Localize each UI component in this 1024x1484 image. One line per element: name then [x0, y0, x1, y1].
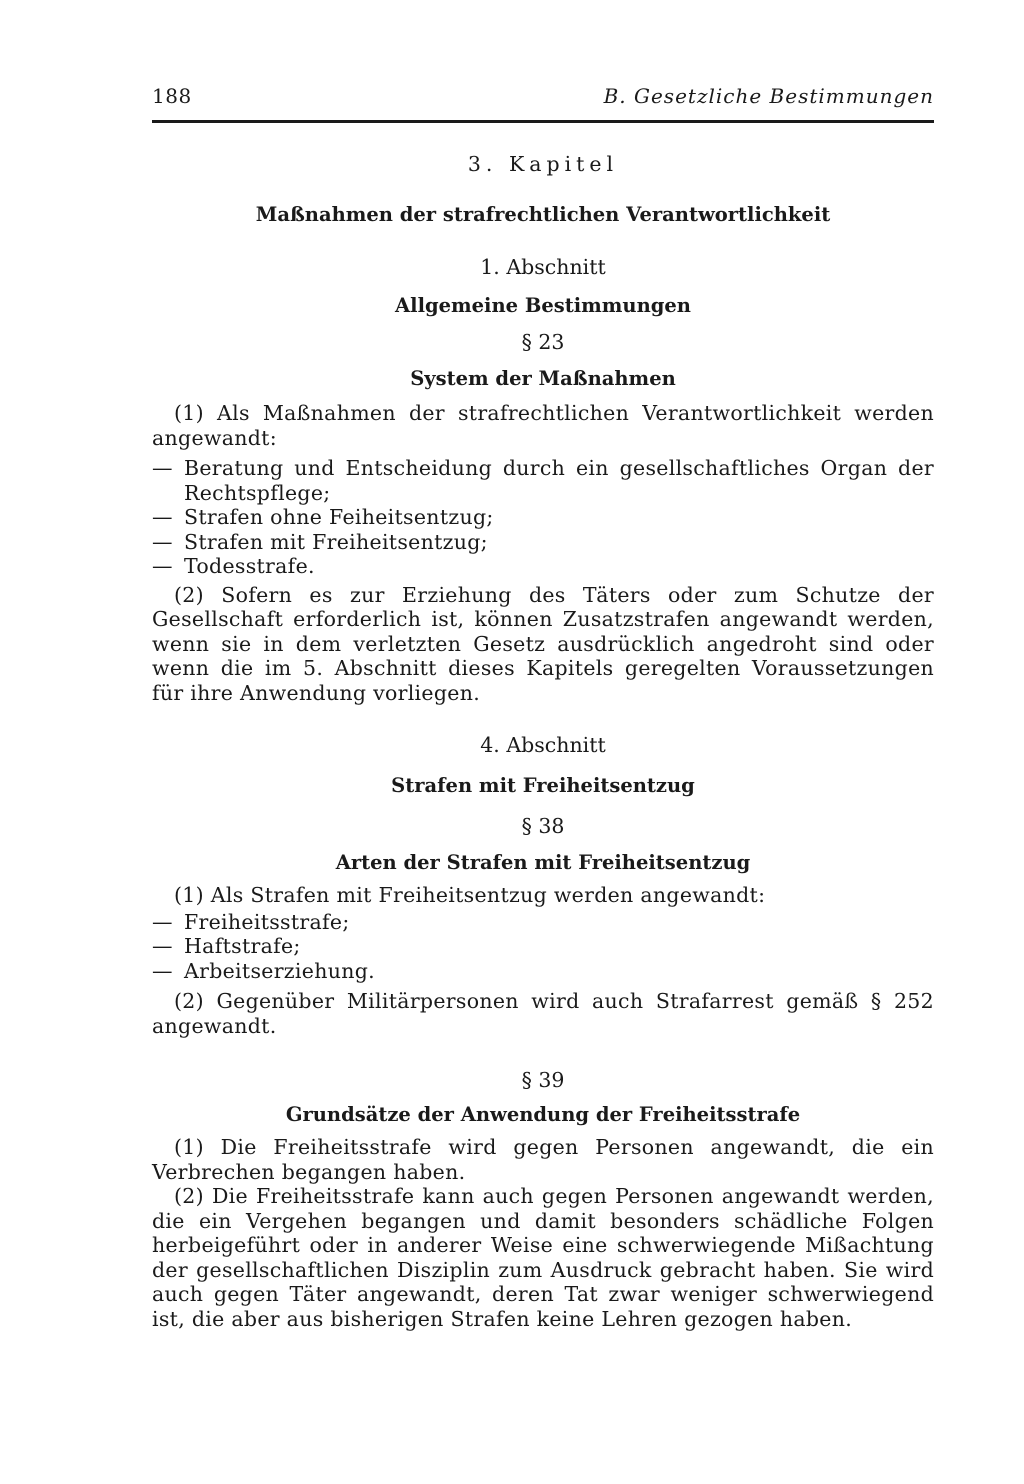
- para23-p1: (1) Als Maßnahmen der strafrechtlichen Verantwortlichkeit werden angewandt:: [152, 401, 934, 450]
- list-item: — Todesstrafe.: [152, 554, 934, 579]
- para38-number: § 38: [521, 814, 565, 838]
- chapter-title: Maßnahmen der strafrechtlichen Verantwortlichkeit: [255, 202, 831, 226]
- para39-number: § 39: [521, 1068, 565, 1092]
- section1-label: 1. Abschnitt: [480, 255, 606, 279]
- para38-title: Arten der Strafen mit Freiheitsentzug: [335, 850, 751, 874]
- list-item: — Freiheitsstrafe;: [152, 910, 934, 935]
- page-header: [152, 84, 934, 114]
- para38-p1: (1) Als Strafen mit Freiheitsentzug werden angewandt:: [174, 883, 766, 907]
- para23-p2: (2) Sofern es zur Erziehung des Täters oder zum Schutze der Gesellschaft erforderlich ist, können Zusatzstrafen angewandt werden, wenn sie in dem verletzten Gesetz ausdrücklich angedroht sind oder wenn die im 5. Abschnitt dieses Kapitels geregelten Voraussetzungen für ihre Anwendung vorliegen.: [152, 582, 934, 705]
- section4-title: Strafen mit Freiheitsentzug: [391, 773, 695, 797]
- page: [152, 0, 934, 1484]
- para23-title: System der Maßnahmen: [410, 366, 676, 390]
- running-title: B. Gesetzliche Bestimmungen: [603, 84, 934, 108]
- page-content: [152, 140, 934, 1331]
- header-rule: [152, 120, 934, 123]
- para38-list: [152, 910, 934, 984]
- section4-label: 4. Abschnitt: [480, 733, 606, 757]
- list-item: — Haftstrafe;: [152, 934, 934, 959]
- list-item: — Strafen mit Freiheitsentzug;: [152, 530, 934, 555]
- chapter-label: 3. Kapitel: [467, 152, 619, 176]
- list-item: — Arbeitserziehung.: [152, 959, 934, 984]
- list-item: — Strafen ohne Feiheitsentzug;: [152, 505, 934, 530]
- para38-p2: (2) Gegenüber Militärpersonen wird auch Strafarrest gemäß § 252 angewandt.: [152, 989, 934, 1038]
- para23-list: [152, 456, 934, 579]
- para39-p2: (2) Die Freiheitsstrafe kann auch gegen Personen angewandt werden, die ein Vergehen begangen und damit besonders schädliche Folgen herbeigeführt oder in anderer Weise eine schwerwiegende Mißachtung der gesellschaftlichen Disziplin zum Ausdruck gebracht haben. Sie wird auch gegen Täter angewandt, deren Tat zwar weniger schwerwiegend ist, die aber aus bisherigen Strafen keine Lehren gezogen haben.: [152, 1184, 934, 1331]
- para39-p1: (1) Die Freiheitsstrafe wird gegen Personen angewandt, die ein Verbrechen begangen haben.: [152, 1135, 934, 1184]
- para23-number: § 23: [521, 330, 565, 354]
- page-number: 188: [152, 84, 192, 108]
- para39-title: Grundsätze der Anwendung der Freiheitsstrafe: [285, 1102, 801, 1126]
- section1-title: Allgemeine Bestimmungen: [395, 293, 691, 317]
- list-item: — Beratung und Entscheidung durch ein gesellschaftliches Organ der Rechtspflege;: [152, 456, 934, 505]
